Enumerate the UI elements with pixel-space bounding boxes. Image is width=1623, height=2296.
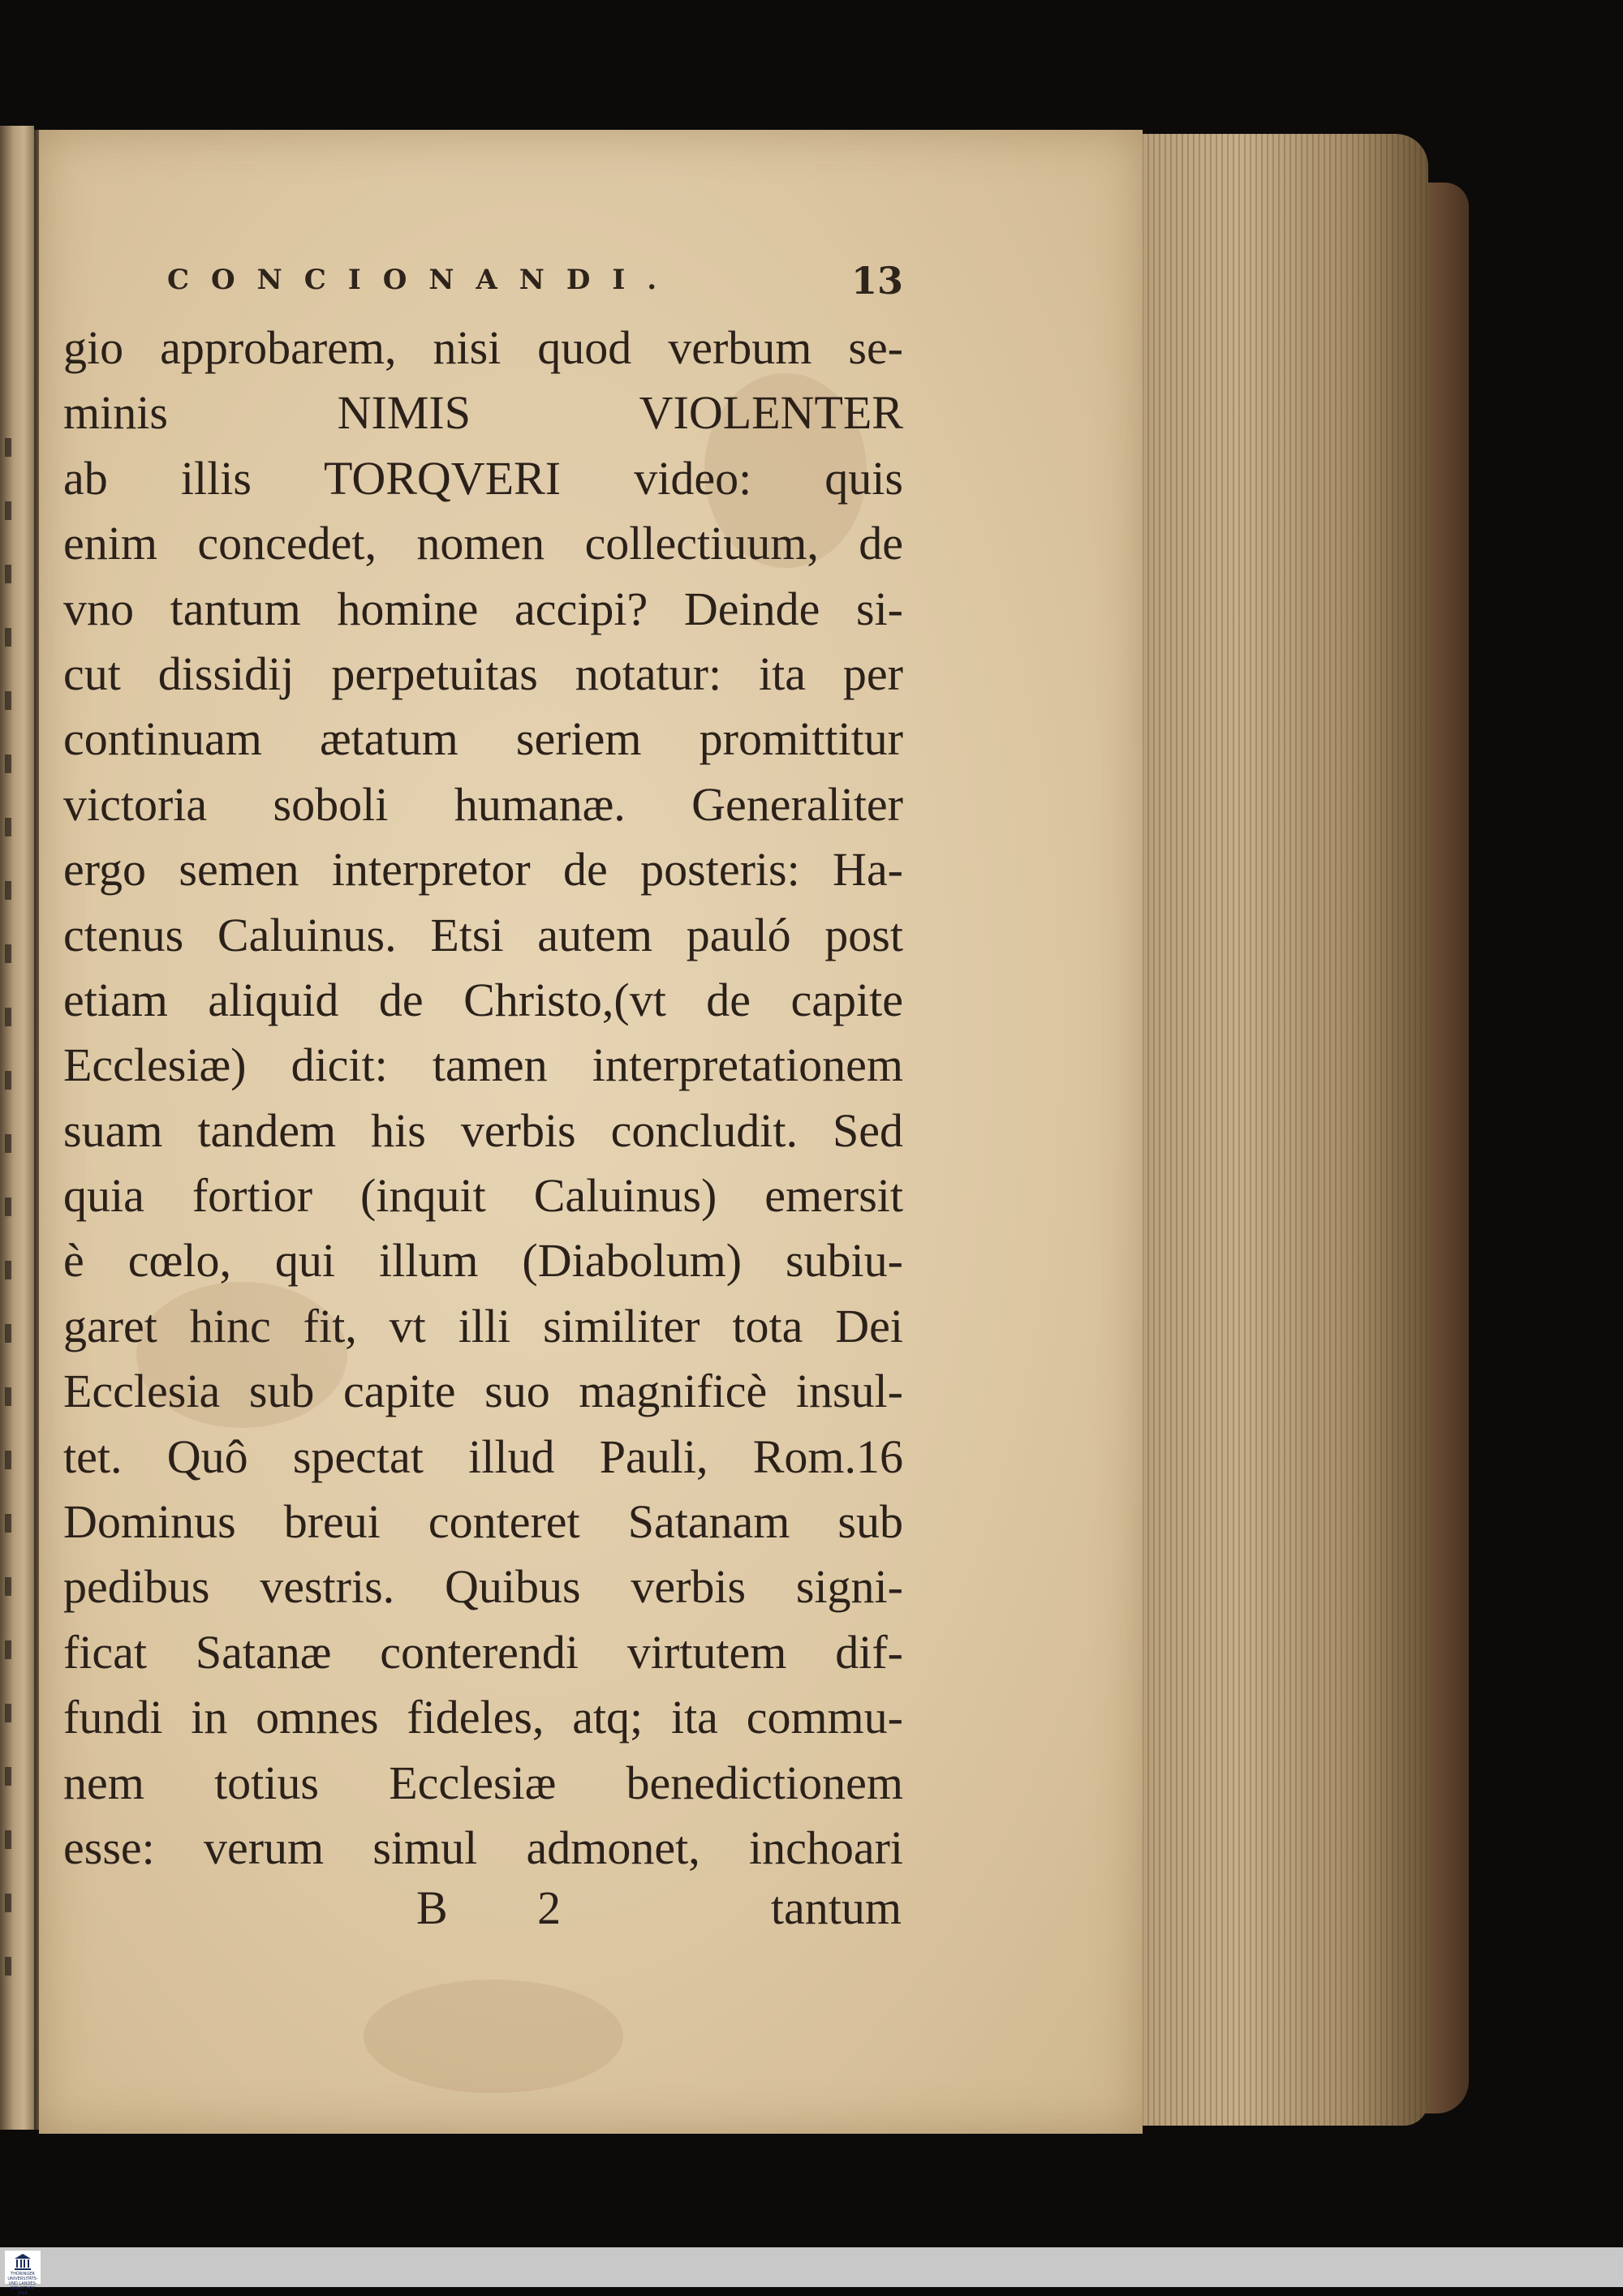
text-line: ergo semen interpretor de posteris: Ha-: [63, 843, 903, 896]
page-block-edge: [1136, 134, 1428, 2126]
text-line: victoria soboli humanæ. Generaliter: [63, 777, 903, 831]
text-line: esse: verum simul admonet, inchoari: [63, 1821, 903, 1874]
text-line: fundi in omnes fideles, atq; ita commu-: [63, 1691, 903, 1744]
text-line: etiam aliquid de Christo,(vt de capite: [63, 973, 903, 1026]
text-line: suam tandem his verbis concludit. Sed: [63, 1103, 903, 1157]
body-text: [63, 316, 903, 1881]
text-line: è cœlo, qui illum (Diabolum) subiu-: [63, 1234, 903, 1288]
text-line: Ecclesiæ) dicit: tamen interpretationem: [63, 1038, 903, 1092]
text-line: vno tantum homine accipi? Deinde si-: [63, 582, 903, 635]
running-head: [63, 259, 903, 316]
page-text-block: [63, 259, 903, 1946]
running-title: CONCIONANDI.: [167, 264, 679, 296]
text-line: garet hinc fit, vt illi similiter tota Dei: [63, 1299, 903, 1352]
signature-mark: B 2: [416, 1881, 601, 1935]
text-line: minis NIMIS VIOLENTER: [63, 386, 903, 440]
verso-text-bleed: [5, 393, 11, 2016]
page-footer-line: [63, 1881, 903, 1946]
library-logo-text: THÜRINGER UNIVERSITÄTS- UND LANDES- BIBLIOTHEK JENA: [7, 2272, 38, 2296]
text-line: Ecclesia sub capite suo magnificè insul-: [63, 1365, 903, 1418]
text-line: cut dissidij perpetuitas notatur: ita per: [63, 647, 903, 700]
text-line: quia fortior (inquit Caluinus) emersit: [63, 1169, 903, 1223]
library-logo: [5, 2251, 41, 2296]
verso-page-edge: [0, 126, 34, 2130]
building-icon: [14, 2253, 32, 2271]
paper-stain: [364, 1980, 623, 2093]
text-line: tet. Quô spectat illud Pauli, Rom.16: [63, 1430, 903, 1483]
page-number: 13: [850, 259, 903, 303]
text-line: pedibus vestris. Quibus verbis signi-: [63, 1560, 903, 1614]
library-footer-bar: [0, 2247, 1623, 2296]
text-line: gio approbarem, nisi quod verbum se-: [63, 321, 903, 374]
text-line: nem totius Ecclesiæ benedictionem: [63, 1756, 903, 1809]
text-line: ctenus Caluinus. Etsi autem pauló post: [63, 908, 903, 961]
text-line: ficat Satanæ conterendi virtutem dif-: [63, 1625, 903, 1679]
text-line: ab illis TORQVERI video: quis: [63, 451, 903, 505]
text-line: continuam ætatum seriem promittitur: [63, 712, 903, 766]
text-line: Dominus breui conteret Satanam sub: [63, 1495, 903, 1549]
text-line: enim concedet, nomen collectiuum, de: [63, 517, 903, 570]
catchword: tantum: [770, 1881, 902, 1935]
